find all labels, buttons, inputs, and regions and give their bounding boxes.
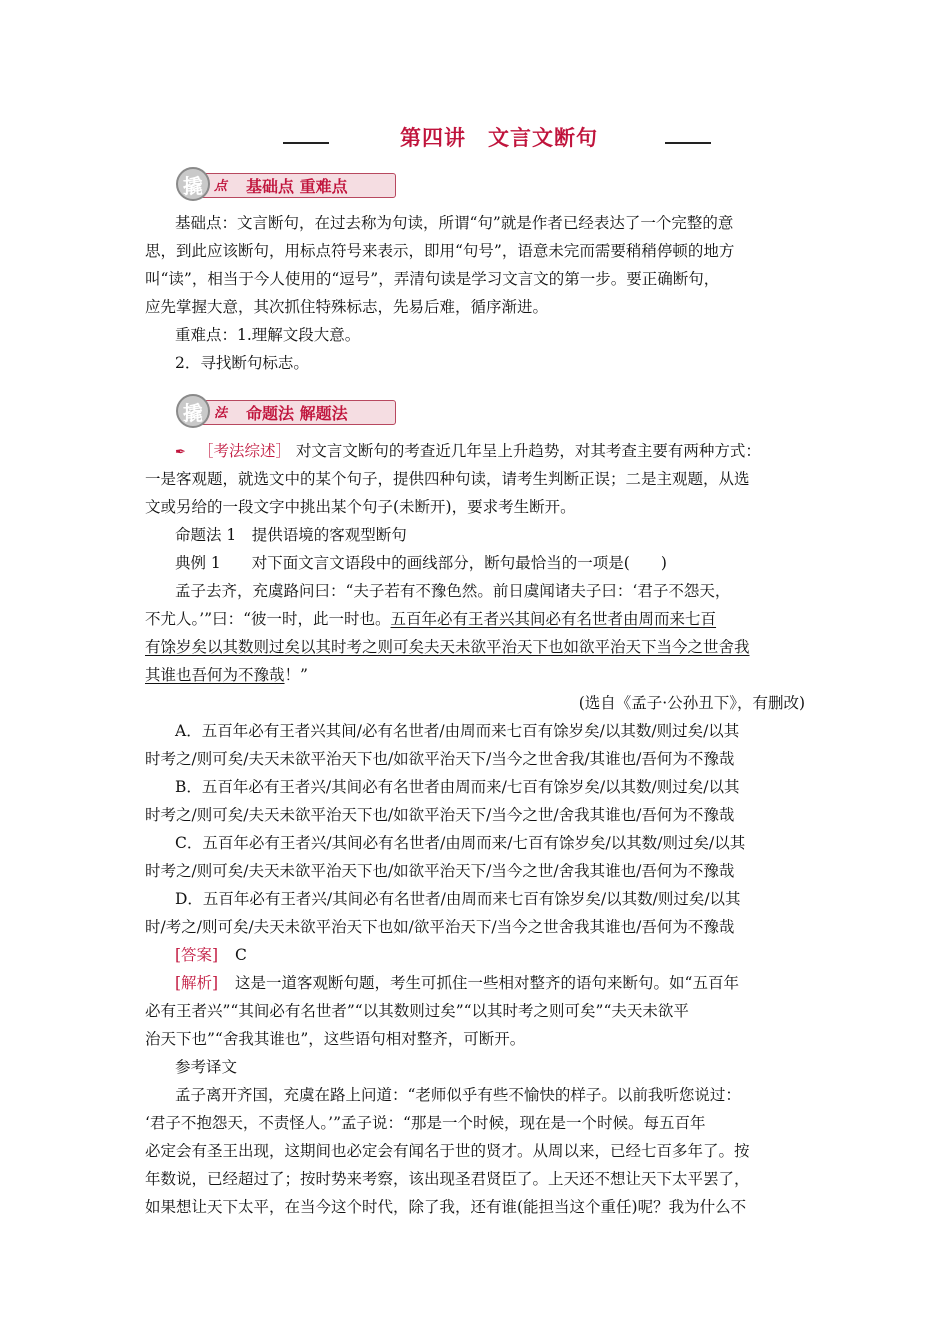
option-c-line-1: C．五百年必有王者兴/其间必有名世者/由周而来/七百有馀岁矣/以其数/则过矣/以其 [175, 834, 746, 852]
translation-line-1: 孟子离开齐国，充虞在路上问道：“老师似乎有些不愉快的样子。以前我听您说过： [175, 1086, 741, 1104]
overview-line-1 [175, 440, 835, 462]
underlined-passage-2: 有馀岁矣以其数则过矣以其时考之则可矣夫天未欲平治天下也如欲平治天下当今之世舍我 [145, 638, 750, 656]
basic-line-3: 叫“读”，相当于今人使用的“逗号”，弄清句读是学习文言文的第一步。要正确断句， [145, 270, 720, 288]
banner-label: 基础点 重难点 [246, 177, 348, 196]
section-banner-basics [176, 167, 394, 201]
option-a-line-2: 时考之/则可矣/夫天未欲平治天下也/如欲平治天下/当今之世舍我/其谁也/吾何为不豫哉 [145, 750, 735, 768]
option-a-line-1: A．五百年必有王者兴其间/必有名世者/由周而来七百有馀岁矣/以其数/则过矣/以其 [175, 722, 740, 740]
answer-value: C [235, 946, 247, 964]
translation-line-4: 年数说，已经超过了；按时势来考察，该出现圣君贤臣了。上天还不想让天下太平罢了， [145, 1170, 750, 1188]
overview-lead: ［考法综述］ [197, 442, 291, 460]
section-banner-methods [176, 394, 394, 428]
title-row [0, 122, 950, 152]
underlined-passage-1: 五百年必有王者兴其间必有名世者由周而来七百 [390, 610, 717, 628]
title-rule-left [283, 142, 329, 144]
option-c-line-2: 时考之/则可矣/夫天未欲平治天下也/如欲平治天下/当今之世/舍我其谁也/吾何为不豫哉 [145, 862, 735, 880]
banner-tag: 点 [214, 179, 228, 194]
analysis-label: [解析] [175, 974, 219, 992]
passage-source: (选自《孟子·公孙丑下》，有删改) [578, 694, 805, 712]
method-heading: 命题法 1 提供语境的客观型断句 [175, 526, 407, 544]
option-d-line-1: D．五百年必有王者兴/其间必有名世者/由周而来七百有馀岁矣/以其数/则过矣/以其 [175, 890, 741, 908]
banner-tag: 法 [214, 406, 228, 421]
difficult-line-2: 2．寻找断句标志。 [175, 354, 309, 372]
answer-line [175, 944, 835, 966]
title-rule-right [665, 142, 711, 144]
passage-line-1: 孟子去齐，充虞路问曰：“夫子若有不豫色然。前日虞闻诸夫子曰：‘君子不怨天， [175, 582, 731, 600]
basic-line-2: 思，到此应该断句，用标点符号来表示，即用“句号”，语意未完而需要稍稍停顿的地方 [145, 242, 735, 260]
passage-line-2 [145, 608, 805, 630]
difficult-line-1: 重难点：1.理解文段大意。 [175, 326, 361, 344]
analysis-line-3: 治天下也”“舍我其谁也”，这些语句相对整齐，可断开。 [145, 1030, 526, 1048]
translation-line-5: 如果想让天下太平，在当今这个时代，除了我，还有谁(能担当这个重任)呢？我为什么不 [145, 1198, 747, 1216]
overview-line-3: 文或另给的一段文字中挑出某个句子(未断开)，要求考生断开。 [145, 498, 576, 516]
analysis-line-1 [175, 972, 835, 994]
example-prompt: 典例 1 对下面文言文语段中的画线部分，断句最恰当的一项是( ) [175, 554, 667, 572]
option-b-line-2: 时考之/则可矣/夫天未欲平治天下也/如欲平治天下/当今之世/舍我其谁也/吾何为不豫哉 [145, 806, 735, 824]
pry-badge-icon: 撬 [176, 167, 210, 201]
option-b-line-1: B．五百年必有王者兴/其间必有名世者由周而来/七百有馀岁矣/以其数/则过矣/以其 [175, 778, 740, 796]
page-title: 第四讲 文言文断句 [400, 126, 598, 150]
overview-text: 对文言文断句的考查近几年呈上升趋势，对其考查主要有两种方式： [295, 442, 761, 460]
analysis-text: 这是一道客观断句题，考生可抓住一些相对整齐的语句来断句。如“五百年 [235, 974, 739, 992]
passage-line-3 [145, 636, 805, 658]
basic-line-4: 应先掌握大意，其次抓住特殊标志，先易后难，循序渐进。 [145, 298, 549, 316]
pen-icon: ✒ [175, 445, 186, 460]
basic-line-1: 基础点：文言断句，在过去称为句读，所谓“句”就是作者已经表达了一个完整的意 [175, 214, 734, 232]
analysis-line-2: 必有王者兴”“其间必有名世者”“以其数则过矣”“以其时考之则可矣”“夫天未欲平 [145, 1002, 689, 1020]
passage-line-4 [145, 664, 805, 686]
translation-line-3: 必定会有圣王出现，这期间也必定会有闻名于世的贤才。从周以来，已经七百多年了。按 [145, 1142, 750, 1160]
overview-line-2: 一是客观题，就选文中的某个句子，提供四种句读，请考生判断正误；二是主观题，从选 [145, 470, 750, 488]
passage-end: ！” [284, 666, 308, 684]
underlined-passage-3: 其谁也吾何为不豫哉 [145, 666, 285, 684]
pry-badge-icon: 撬 [176, 394, 210, 428]
option-d-line-2: 时/考之/则可矣/夫天未欲平治天下也如/欲平治天下/当今之世舍我其谁也/吾何为不豫哉 [145, 918, 735, 936]
answer-label: [答案] [175, 946, 219, 964]
passage-text: 不尤人。’”曰：“彼一时，此一时也。 [145, 610, 391, 628]
translation-title: 参考译文 [175, 1058, 238, 1076]
translation-line-2: ‘君子不抱怨天，不责怪人。’”孟子说：“那是一个时候，现在是一个时候。每五百年 [145, 1114, 706, 1132]
banner-label: 命题法 解题法 [246, 404, 348, 423]
